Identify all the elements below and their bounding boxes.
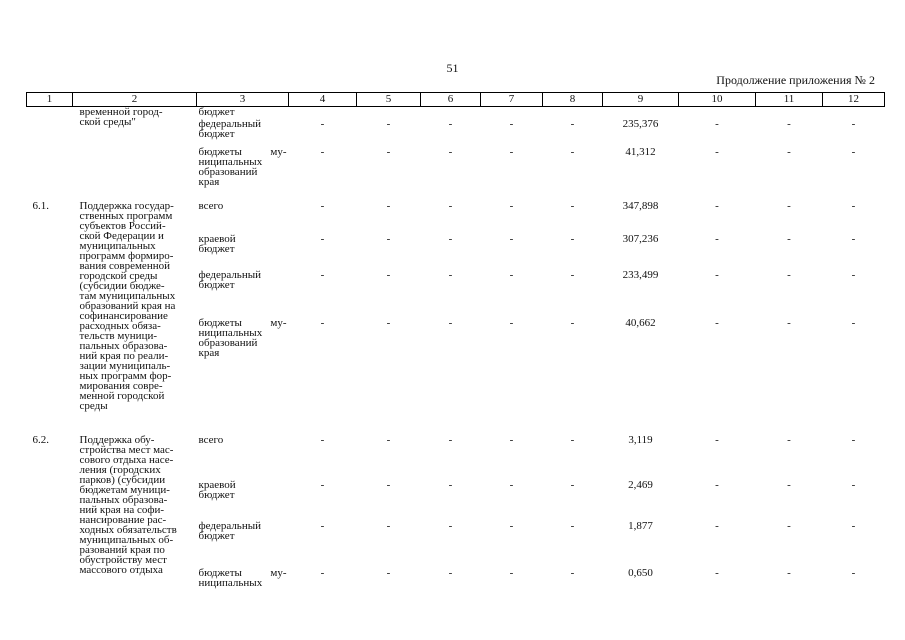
empty-value-cell: - [570, 118, 575, 130]
amount-value [603, 107, 679, 118]
empty-value-cell: - [386, 200, 391, 212]
column-header-6: 6 [421, 93, 481, 107]
amount-value: 2,469 [628, 479, 653, 491]
empty-value-cell: - [509, 434, 514, 446]
table-body [27, 107, 885, 589]
empty-value-cell: - [570, 146, 575, 158]
empty-value-cell: - [448, 200, 453, 212]
funding-source [197, 519, 289, 566]
empty-value-cell: - [509, 269, 514, 281]
empty-value-cell: - [509, 567, 514, 579]
item-number: 6.1. [32, 200, 49, 212]
funding-source [197, 232, 289, 268]
empty-value-cell: - [715, 567, 719, 579]
funding-source-text: му- [270, 146, 287, 158]
blank-cell [289, 107, 357, 118]
funding-source-text: ниципальных образований края [198, 327, 263, 359]
funding-source [197, 107, 289, 118]
funding-source-text: бюджеты [198, 146, 242, 158]
empty-value-cell: - [715, 269, 719, 281]
empty-value-cell: - [570, 479, 575, 491]
empty-value-cell: - [570, 520, 575, 532]
funding-source-text: федеральный бюджет [198, 269, 261, 291]
empty-value-cell: - [448, 269, 453, 281]
empty-value-cell: - [386, 146, 391, 158]
empty-value-cell: - [851, 520, 856, 532]
empty-value-cell: - [851, 317, 856, 329]
item-name [73, 433, 197, 588]
empty-value-cell: - [448, 479, 453, 491]
empty-value-cell: - [715, 479, 719, 491]
empty-value-cell: - [320, 567, 325, 579]
empty-value-cell: - [509, 479, 514, 491]
empty-value-cell: - [509, 200, 514, 212]
empty-value-cell: - [509, 317, 514, 329]
funding-source [197, 117, 289, 145]
amount-value: 307,236 [622, 233, 659, 245]
appendix-continuation-note: Продолжение приложения № 2 [716, 73, 875, 87]
amount-value: 41,312 [625, 146, 656, 158]
empty-value-cell: - [320, 200, 325, 212]
amount-value: 0,650 [628, 567, 653, 579]
empty-value-cell: - [320, 479, 325, 491]
budget-table [26, 92, 885, 588]
blank-cell [679, 107, 756, 118]
empty-value-cell: - [715, 317, 719, 329]
empty-value-cell: - [448, 118, 453, 130]
empty-value-cell: - [320, 269, 325, 281]
funding-source [197, 199, 289, 232]
funding-source [197, 433, 289, 478]
empty-value-cell: - [851, 200, 856, 212]
funding-source-text: федеральный бюджет [198, 520, 261, 542]
empty-value-cell: - [386, 269, 391, 281]
item-name [73, 107, 197, 200]
empty-value-cell: - [570, 200, 575, 212]
funding-source [197, 566, 289, 588]
empty-value-cell: - [787, 317, 791, 329]
funding-source-text: бюджеты [198, 567, 242, 579]
amount-value: 347,898 [622, 200, 659, 212]
column-header-10: 10 [679, 93, 756, 107]
empty-value-cell: - [570, 317, 575, 329]
page-number: 51 [446, 61, 459, 75]
empty-value-cell: - [320, 317, 325, 329]
item-number: 6.2. [32, 434, 49, 446]
empty-value-cell: - [851, 269, 856, 281]
amount-value: 233,499 [622, 269, 659, 281]
empty-value-cell: - [851, 479, 856, 491]
empty-value-cell: - [715, 200, 719, 212]
empty-value-cell: - [787, 233, 791, 245]
empty-value-cell: - [509, 146, 514, 158]
funding-source-text: всего [198, 434, 224, 446]
empty-value-cell: - [787, 269, 791, 281]
column-header-1: 1 [27, 93, 73, 107]
empty-value-cell: - [448, 317, 453, 329]
item-name-text: Поддержка государ- ственных программ субъектов Россий- ской Федерации и муниципальных программ формиро- вания современной городской среды (субсидии бюдже- там муниципальных образований края на софинансирование расходных обяза- тельств муници- пальных образова- ний края по реали- зации муниципаль- ных программ фор- мирования совре- менной городской среды [79, 200, 176, 412]
empty-value-cell: - [715, 233, 719, 245]
funding-source-text: всего [198, 200, 224, 212]
column-header-7: 7 [481, 93, 543, 107]
empty-value-cell: - [851, 146, 856, 158]
empty-value-cell: - [320, 434, 325, 446]
empty-value-cell: - [570, 567, 575, 579]
empty-value-cell: - [787, 146, 791, 158]
empty-value-cell: - [715, 434, 719, 446]
table-row [27, 433, 885, 478]
empty-value-cell: - [787, 434, 791, 446]
empty-value-cell: - [448, 567, 453, 579]
funding-source [197, 145, 289, 199]
blank-cell [421, 107, 481, 118]
empty-value-cell: - [386, 520, 391, 532]
empty-value-cell: - [386, 479, 391, 491]
empty-value-cell: - [509, 118, 514, 130]
empty-value-cell: - [851, 233, 856, 245]
table-row [27, 107, 885, 118]
table-header [27, 93, 885, 107]
funding-source-text: бюджеты [198, 317, 242, 329]
item-name-text: Поддержка обу- стройства мест мас- сового отдыха насе- ления (городских парков) (субсидии бюджетам муници- пальных образова- ний края на софи- нансирование рас- ходных обязательств муниципальных об- разований края по обустройству мест массового отдыха [79, 434, 177, 576]
blank-cell [756, 107, 823, 118]
empty-value-cell: - [787, 118, 791, 130]
empty-value-cell: - [448, 434, 453, 446]
empty-value-cell: - [386, 118, 391, 130]
column-header-3: 3 [197, 93, 289, 107]
column-header-4: 4 [289, 93, 357, 107]
empty-value-cell: - [570, 233, 575, 245]
empty-value-cell: - [570, 269, 575, 281]
item-number [27, 107, 73, 200]
empty-value-cell: - [386, 567, 391, 579]
empty-value-cell: - [320, 233, 325, 245]
amount-value: 235,376 [622, 118, 659, 130]
funding-source-text: федеральный бюджет [198, 118, 261, 140]
empty-value-cell: - [386, 233, 391, 245]
amount-value: 1,877 [628, 520, 653, 532]
table-row [27, 199, 885, 232]
item-name-text: временной город- ской среды" [79, 106, 163, 128]
empty-value-cell: - [320, 118, 325, 130]
funding-source [197, 316, 289, 433]
funding-source-text: му- [270, 317, 287, 329]
empty-value-cell: - [509, 520, 514, 532]
empty-value-cell: - [787, 520, 791, 532]
funding-source [197, 478, 289, 519]
blank-cell [357, 107, 421, 118]
blank-cell [823, 107, 885, 118]
empty-value-cell: - [320, 520, 325, 532]
amount-value: 40,662 [625, 317, 656, 329]
funding-source-text: ниципальных [198, 577, 263, 589]
item-name [73, 199, 197, 433]
column-header-8: 8 [543, 93, 603, 107]
column-header-9: 9 [603, 93, 679, 107]
empty-value-cell: - [448, 520, 453, 532]
header-row [27, 93, 885, 107]
funding-source-text: краевой бюджет [198, 479, 236, 501]
funding-source-text: краевой бюджет [198, 233, 236, 255]
empty-value-cell: - [787, 479, 791, 491]
blank-cell [481, 107, 543, 118]
empty-value-cell: - [787, 200, 791, 212]
amount-value: 3,119 [628, 434, 653, 446]
empty-value-cell: - [715, 520, 719, 532]
funding-source-text: бюджет [198, 106, 235, 118]
empty-value-cell: - [787, 567, 791, 579]
empty-value-cell: - [320, 146, 325, 158]
empty-value-cell: - [386, 317, 391, 329]
column-header-2: 2 [73, 93, 197, 107]
empty-value-cell: - [386, 434, 391, 446]
empty-value-cell: - [715, 146, 719, 158]
column-header-11: 11 [756, 93, 823, 107]
empty-value-cell: - [509, 233, 514, 245]
funding-source-text: му- [270, 567, 287, 579]
funding-source-text: ниципальных образований края [198, 156, 263, 188]
empty-value-cell: - [448, 146, 453, 158]
empty-value-cell: - [570, 434, 575, 446]
blank-cell [543, 107, 603, 118]
column-header-12: 12 [823, 93, 885, 107]
empty-value-cell: - [851, 567, 856, 579]
empty-value-cell: - [851, 118, 856, 130]
column-header-5: 5 [357, 93, 421, 107]
funding-source [197, 268, 289, 316]
empty-value-cell: - [715, 118, 719, 130]
empty-value-cell: - [448, 233, 453, 245]
empty-value-cell: - [851, 434, 856, 446]
